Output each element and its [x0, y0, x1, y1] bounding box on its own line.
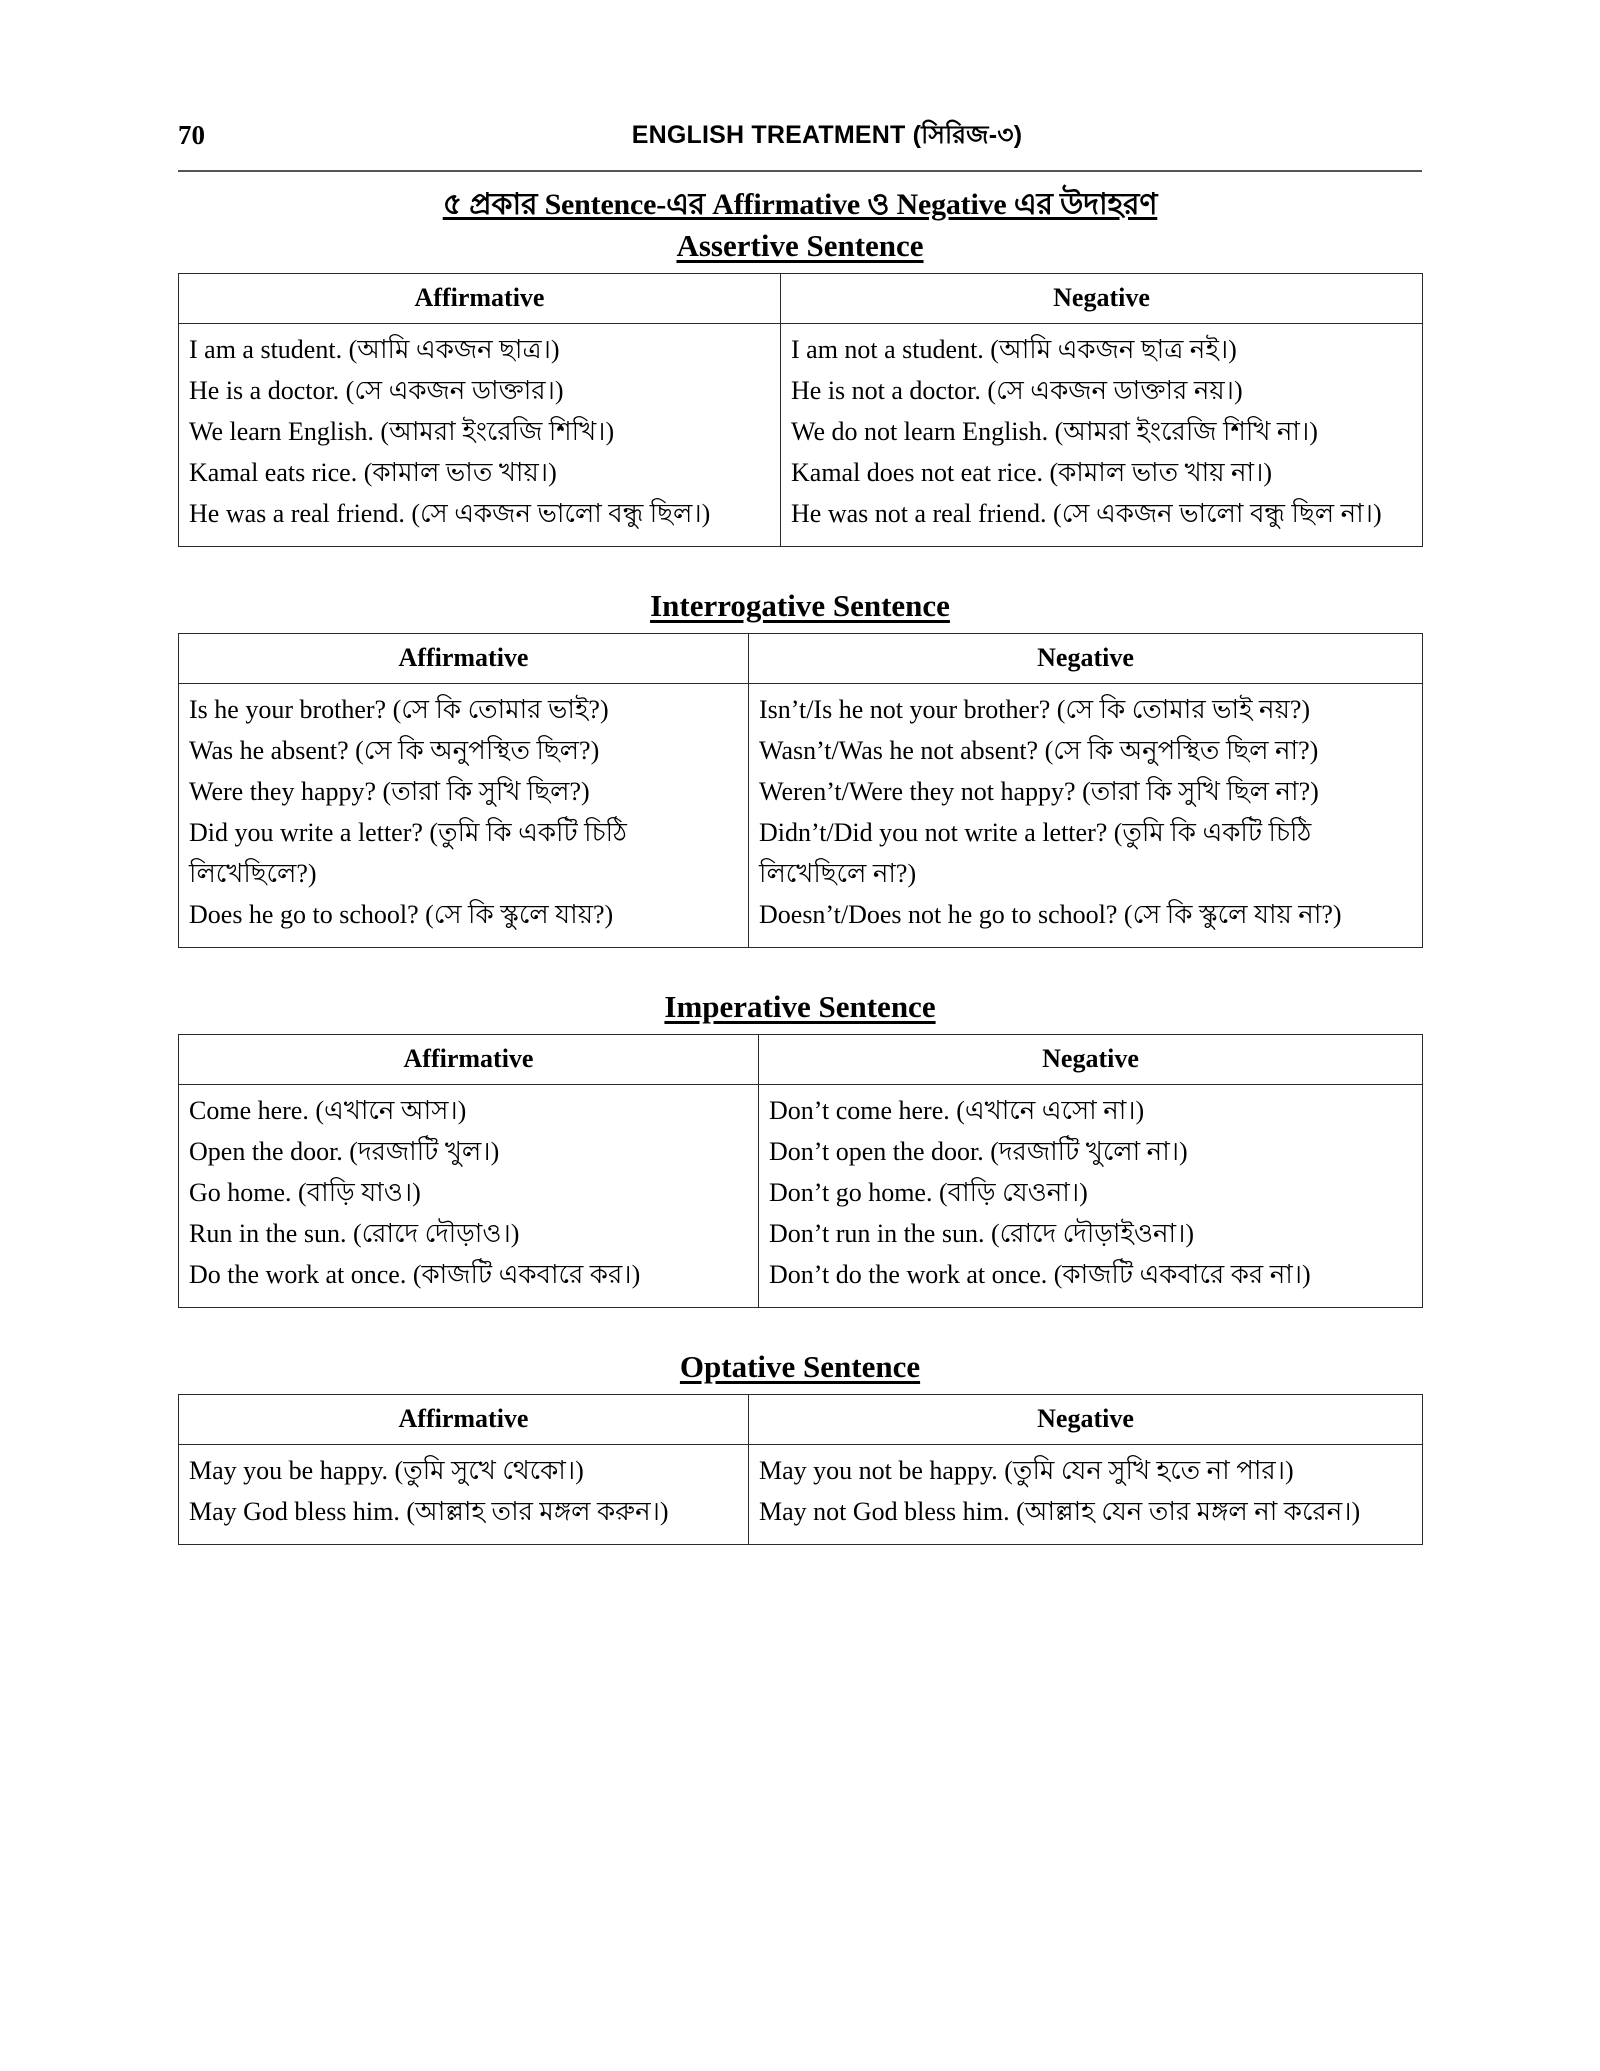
list-item: Was he absent? (সে কি অনুপস্থিত ছিল?): [189, 736, 600, 765]
table-header-row: [179, 274, 1423, 324]
table-row: [179, 684, 1423, 948]
list-item: Were they happy? (তারা কি সুখি ছিল?): [189, 777, 590, 806]
page-number: 70: [178, 120, 205, 150]
table-row: [179, 324, 1423, 547]
cell-affirmative: [179, 1445, 749, 1545]
list-item: He was a real friend. (সে একজন ভালো বন্ধু ছিল।): [189, 499, 711, 528]
list-item: We learn English. (আমরা ইংরেজি শিখি।): [189, 417, 615, 446]
page-content: [178, 118, 1422, 1545]
cell-negative: [749, 684, 1423, 948]
page-title-text: ৫ প্রকার Sentence-এর Affirmative ও Negative এর উদাহরণ: [442, 188, 1158, 221]
list-item: May you not be happy. (তুমি যেন সুখি হতে না পার।): [759, 1456, 1294, 1485]
cell-negative: [749, 1445, 1423, 1545]
list-item: He was not a real friend. (সে একজন ভালো বন্ধু ছিল না।): [791, 499, 1382, 528]
page-title: [178, 185, 1422, 225]
table-header-row: [179, 1035, 1423, 1085]
sentence-list-negative: [759, 689, 1412, 935]
sentence-list-affirmative: [189, 1090, 748, 1295]
list-item: May God bless him. (আল্লাহ তার মঙ্গল করুন।): [189, 1497, 669, 1526]
list-item: He is not a doctor. (সে একজন ডাক্তার নয়।): [791, 376, 1243, 405]
list-item: Didn’t/Did you not write a letter? (তুমি কি একটি চিঠি লিখেছিলে না?): [759, 818, 1312, 888]
list-item: We do not learn English. (আমরা ইংরেজি শিখি না।): [791, 417, 1318, 446]
column-header-affirmative: Affirmative: [179, 1395, 749, 1445]
list-item: Don’t go home. (বাড়ি যেওনা।): [769, 1178, 1088, 1207]
cell-affirmative: [179, 684, 749, 948]
list-item: Doesn’t/Does not he go to school? (সে কি স্কুলে যায় না?): [759, 900, 1342, 929]
sentence-list-negative: [769, 1090, 1412, 1295]
cell-affirmative: [179, 1085, 759, 1308]
column-header-negative: Negative: [759, 1035, 1423, 1085]
list-item: Weren’t/Were they not happy? (তারা কি সুখি ছিল না?): [759, 777, 1319, 806]
list-item: I am a student. (আমি একজন ছাত্র।): [189, 335, 560, 364]
cell-negative: [781, 324, 1423, 547]
sentence-list-affirmative: [189, 1450, 738, 1532]
list-item: I am not a student. (আমি একজন ছাত্র নই।): [791, 335, 1237, 364]
list-item: May you be happy. (তুমি সুখে থেকো।): [189, 1456, 584, 1485]
list-item: Don’t open the door. (দরজাটি খুলো না।): [769, 1137, 1188, 1166]
table-imperative: [178, 1034, 1423, 1308]
section-title-interrogative: Interrogative Sentence: [650, 588, 950, 623]
list-item: Kamal does not eat rice. (কামাল ভাত খায় না।): [791, 458, 1273, 487]
sentence-list-affirmative: [189, 689, 738, 935]
table-row: [179, 1445, 1423, 1545]
list-item: Is he your brother? (সে কি তোমার ভাই?): [189, 695, 609, 724]
column-header-affirmative: Affirmative: [179, 1035, 759, 1085]
list-item: Kamal eats rice. (কামাল ভাত খায়।): [189, 458, 557, 487]
list-item: Run in the sun. (রোদে দৌড়াও।): [189, 1219, 520, 1248]
column-header-negative: Negative: [749, 634, 1423, 684]
list-item: Isn’t/Is he not your brother? (সে কি তোমার ভাই নয়?): [759, 695, 1311, 724]
header-divider: [178, 170, 1422, 172]
column-header-affirmative: Affirmative: [179, 274, 781, 324]
list-item: May not God bless him. (আল্লাহ যেন তার মঙ্গল না করেন।): [759, 1497, 1361, 1526]
column-header-negative: Negative: [749, 1395, 1423, 1445]
column-header-negative: Negative: [781, 274, 1423, 324]
cell-affirmative: [179, 324, 781, 547]
sentence-list-negative: [791, 329, 1412, 534]
list-item: Does he go to school? (সে কি স্কুলে যায়?): [189, 900, 614, 929]
section-title-optative: Optative Sentence: [679, 1349, 921, 1384]
list-item: Don’t run in the sun. (রোদে দৌড়াইওনা।): [769, 1219, 1195, 1248]
section-title-assertive: Assertive Sentence: [676, 228, 924, 263]
list-item: Did you write a letter? (তুমি কি একটি চিঠি লিখেছিলে?): [189, 818, 627, 888]
list-item: He is a doctor. (সে একজন ডাক্তার।): [189, 376, 564, 405]
table-header-row: [179, 634, 1423, 684]
cell-negative: [759, 1085, 1423, 1308]
sentence-list-affirmative: [189, 329, 770, 534]
list-item: Come here. (এখানে আস।): [189, 1096, 467, 1125]
list-item: Don’t come here. (এখানে এসো না।): [769, 1096, 1145, 1125]
list-item: Go home. (বাড়ি যাও।): [189, 1178, 421, 1207]
list-item: Wasn’t/Was he not absent? (সে কি অনুপস্থিত ছিল না?): [759, 736, 1319, 765]
list-item: Don’t do the work at once. (কাজটি একবারে কর না।): [769, 1260, 1311, 1289]
section-title-imperative: Imperative Sentence: [664, 989, 936, 1024]
running-header: [178, 118, 1422, 164]
table-assertive: [178, 273, 1423, 547]
column-header-affirmative: Affirmative: [179, 634, 749, 684]
list-item: Do the work at once. (কাজটি একবারে কর।): [189, 1260, 641, 1289]
table-optative: [178, 1394, 1423, 1545]
table-row: [179, 1085, 1423, 1308]
table-header-row: [179, 1395, 1423, 1445]
table-interrogative: [178, 633, 1423, 948]
list-item: Open the door. (দরজাটি খুল।): [189, 1137, 500, 1166]
sentence-list-negative: [759, 1450, 1412, 1532]
book-title: ENGLISH TREATMENT (সিরিজ-৩): [631, 121, 1023, 149]
